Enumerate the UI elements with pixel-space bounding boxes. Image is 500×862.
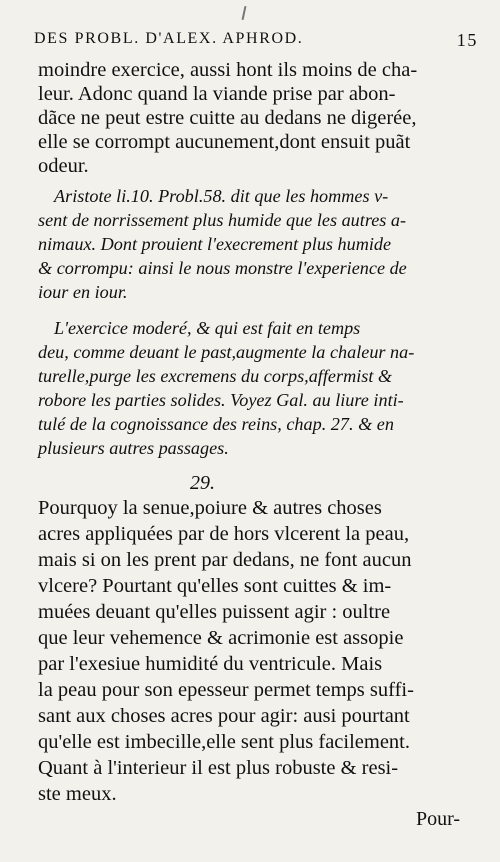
italic-note-line: Aristote li.10. Probl.58. dit que les hommes v- [54, 186, 389, 206]
italic-note-line: robore les parties solides. Voyez Gal. au liure inti- [38, 390, 404, 410]
text-line: sant aux choses acres pour agir: ausi pourtant [38, 705, 410, 727]
italic-note-line: plusieurs autres passages. [38, 438, 229, 458]
text-line: odeur. [38, 155, 89, 177]
ink-mark [242, 6, 247, 20]
catchword: Pour- [415, 808, 460, 830]
text-line: acres appliquées par de hors vlcerent la peau, [38, 523, 410, 545]
section-number: 29. [190, 472, 215, 494]
text-line: la peau pour son epesseur permet temps suffi- [38, 679, 414, 701]
text-line: vlcere? Pourtant qu'elles sont cuittes & im- [38, 575, 392, 597]
text-line: moindre exercice, aussi hont ils moins de cha- [38, 59, 418, 81]
text-line: qu'elle est imbecille,elle sent plus facilement. [38, 731, 410, 753]
running-title: DES PROBL. D'ALEX. APHROD. [34, 30, 304, 47]
page-number: 15 [456, 30, 478, 50]
italic-note-line: L'exercice moderé, & qui est fait en temps [54, 318, 361, 338]
italic-note-line: deu, comme deuant le past,augmente la chaleur na- [38, 342, 415, 362]
italic-note-line: & corrompu: ainsi le nous monstre l'experience de [38, 258, 407, 278]
running-header [34, 30, 478, 51]
text-line: par l'exesiue humidité du ventricule. Mais [38, 653, 383, 675]
text-line: mais si on les prent par dedans, ne font aucun [38, 549, 412, 571]
text-line: Pourquoy la senue,poiure & autres choses [38, 497, 382, 519]
italic-note-line: nimaux. Dont prouient l'execrement plus humide [38, 234, 392, 254]
text-line: dãce ne peut estre cuitte au dedans ne digerée, [38, 107, 417, 129]
text-line: ste meux. [38, 783, 117, 805]
text-line: elle se corrompt aucunement,dont ensuit puãt [38, 131, 411, 153]
italic-note-line: turelle,purge les excremens du corps,affermist & [38, 366, 393, 386]
text-line: muées deuant qu'elles puissent agir : oultre [38, 601, 391, 623]
italic-note-line: sent de norrissement plus humide que les autres a- [38, 210, 407, 230]
text-line: que leur vehemence & acrimonie est assopie [38, 627, 404, 649]
text-line: leur. Adonc quand la viande prise par abon- [38, 83, 396, 105]
italic-note-line: iour en iour. [38, 282, 128, 302]
italic-note-line: tulé de la cognoissance des reins, chap. 27. & en [38, 414, 394, 434]
text-line: Quant à l'interieur il est plus robuste & resi- [38, 757, 399, 779]
